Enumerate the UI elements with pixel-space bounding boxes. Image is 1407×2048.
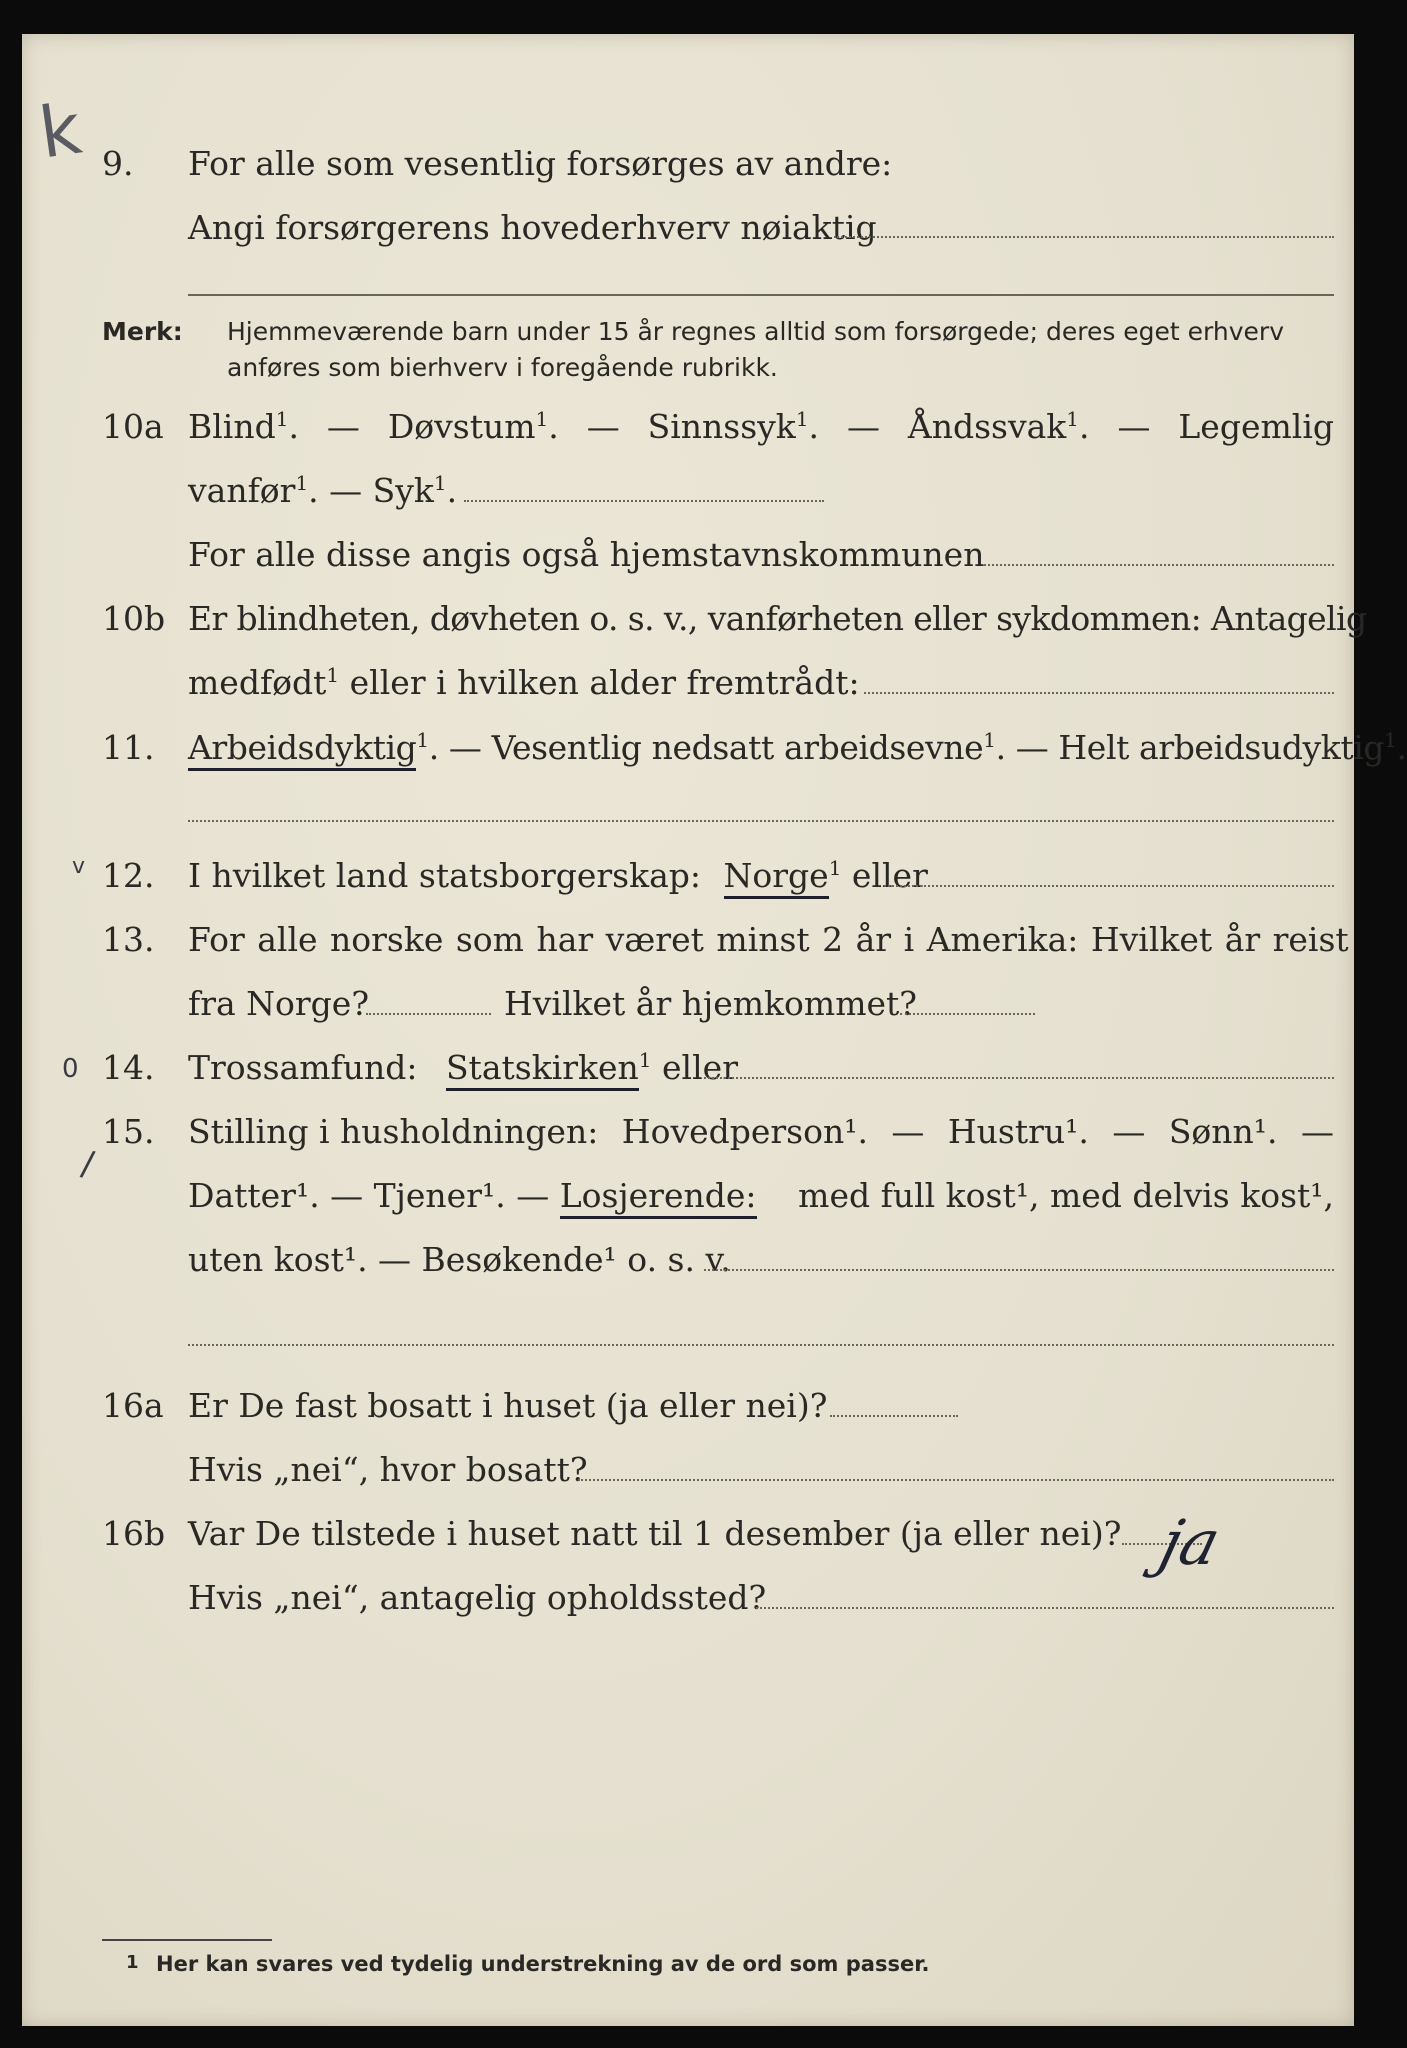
answer-line[interactable] <box>864 692 1334 694</box>
answer-line[interactable] <box>756 1607 1334 1609</box>
answer-line[interactable] <box>188 294 1334 296</box>
question-text: Hvis „nei“, antagelig opholdssted? <box>188 1578 767 1617</box>
answer-line[interactable] <box>188 1344 1334 1346</box>
margin-check-mark: 0 <box>62 1054 79 1084</box>
question-number: 14. <box>102 1048 155 1087</box>
question-number: 16b <box>102 1514 166 1553</box>
margin-check-mark: v <box>72 854 86 879</box>
answer-line-year-returned[interactable] <box>900 1013 1035 1015</box>
answer-line-year-left[interactable] <box>366 1013 491 1015</box>
option-udyktig[interactable]: . — Helt arbeidsudyktig <box>995 728 1385 767</box>
option-kost[interactable]: med full kost¹, med delvis kost¹, <box>798 1176 1334 1215</box>
answer-line[interactable] <box>830 1415 958 1417</box>
option-dovstum[interactable]: Døvstum$^1$. <box>387 407 559 446</box>
question-text: Var De tilstede i huset natt til 1 desember (ja eller nei)? <box>188 1514 1122 1553</box>
answer-line[interactable] <box>704 1269 1334 1271</box>
answer-statskirken-selected[interactable]: Statskirken <box>446 1048 639 1091</box>
question-text: I hvilket land statsborgerskap: <box>188 856 702 895</box>
answer-line[interactable] <box>704 1077 1334 1079</box>
census-form-page: k v 0 / 9. For alle som vesentlig forsørges av andre: Angi forsørgerens hovederhverv nøiaktig Merk: Hjemmeværende barn under 15 år regnes alltid som forsørgede; deres eget erhverv anføres som bierhverv i foregående rubrikk. 10a Blind$^1$. — Døvstum$^1$. — Sinnssyk$^1$. — Åndssvak$^1$. — Legemlig vanfør$^1$. — Syk$^1$. For alle disse angis også hjemstavnskommunen 10b Er blindheten, døvheten o. s. v., vanførheten eller sykdommen: Antagelig medfødt$^1$ eller i hvilken alder fremtrådt: 11. Arbeidsdyktig$^1$. — Vesentlig nedsatt arbeidsevne$^1$. — Helt arbeidsudyktig$^1$. 12. I hvilket land statsborgerskap: Norge$^1$ eller 13. For alle norske som har været minst 2 år i Amerika: Hvilket år reist fra Norge? Hvilket år hjemkommet? 14. Trossamfund: Statskirken$^1$ eller 15. Stilling i husholdningen: Hovedperson¹. — Hustru¹. — Sønn¹. — Datter¹. — Tjener¹. — Losjerende: med full kost¹, med delvis kost¹, uten kost¹. — Besøkende¹ o. s. v. 16a Er De fast bosatt i huset (ja eller nei)? Hvis „nei“, hvor bosatt? 16b Var De tilstede i huset natt til 1 desember (ja eller nei)? ja Hvis „nei“, antagelig opholdssted? 1 Her kan svares ved tydelig understrekning av de ord som passer. <box>22 34 1354 2026</box>
option-list <box>188 405 1334 449</box>
footnote-mark: 1 <box>126 1952 139 1973</box>
option-nedsatt[interactable]: . — Vesentlig nedsatt arbeidsevne <box>428 728 984 767</box>
option-blind[interactable]: Blind$^1$. <box>188 407 299 446</box>
option-hovedperson[interactable]: Hovedperson¹. <box>621 1112 868 1151</box>
option-sinnssyk[interactable]: Sinnssyk$^1$. <box>647 407 820 446</box>
answer-line[interactable] <box>578 1479 1334 1481</box>
option-sonn[interactable]: Sønn¹. <box>1168 1112 1278 1151</box>
question-text: Hvis „nei“, hvor bosatt? <box>188 1450 588 1489</box>
question-number: 16a <box>102 1386 164 1425</box>
question-number: 10b <box>102 599 166 638</box>
option-vanfor[interactable]: vanfør$^1$. <box>188 471 319 510</box>
margin-check-mark: / <box>78 1143 97 1185</box>
footnote <box>126 1952 930 1976</box>
question-text: Trossamfund: <box>188 1048 418 1087</box>
answer-line[interactable] <box>984 564 1334 566</box>
question-number: 12. <box>102 856 155 895</box>
question-text: Er De fast bosatt i huset (ja eller nei)? <box>188 1386 828 1425</box>
option-separator: — <box>586 407 620 446</box>
question-number: 15. <box>102 1112 155 1151</box>
question-number: 10a <box>102 407 164 446</box>
option-syk[interactable]: Syk$^1$. <box>372 471 458 510</box>
question-text: Stilling i husholdningen: <box>188 1112 599 1151</box>
question-text: For alle som vesentlig forsørges av andre: <box>188 144 893 183</box>
option-arbeidsdyktig-selected[interactable]: Arbeidsdyktig <box>188 728 416 771</box>
answer-line[interactable] <box>884 885 1334 887</box>
note-text: Hjemmeværende barn under 15 år regnes alltid som forsørgede; deres eget erhverv anføres som bierhverv i foregående rubrikk. <box>227 317 1284 382</box>
question-number: 9. <box>102 144 134 183</box>
note-label: Merk: <box>102 317 183 346</box>
option-hustru[interactable]: Hustru¹. <box>947 1112 1089 1151</box>
question-text: For alle disse angis også hjemstavnskommunen <box>188 535 985 574</box>
question-text: Er blindheten, døvheten o. s. v., vanførheten eller sykdommen: Antagelig <box>188 599 1367 638</box>
question-number: 11. <box>102 728 155 767</box>
option-legemlig[interactable]: Legemlig <box>1178 407 1334 446</box>
option-datter-tjener[interactable]: Datter¹. — Tjener¹. — <box>188 1176 560 1215</box>
question-text: Angi forsørgerens hovederhverv nøiaktig <box>188 208 877 247</box>
handwritten-answer-ja: ja <box>1152 1506 1228 1579</box>
footnote-divider <box>102 1939 272 1941</box>
answer-line[interactable] <box>464 500 824 502</box>
answer-line[interactable] <box>188 820 1334 822</box>
option-medfodt[interactable]: medfødt$^1$ <box>188 663 340 702</box>
margin-pencil-mark-k: k <box>34 87 87 175</box>
option-andssvak[interactable]: Åndssvak$^1$. <box>907 407 1090 446</box>
question-text: For alle norske som har været minst 2 år i Amerika: Hvilket år reist <box>188 920 1349 959</box>
question-text: fra Norge? <box>188 984 370 1023</box>
option-separator: — <box>326 407 360 446</box>
option-uten-kost-besokende[interactable]: uten kost¹. — Besøkende¹ o. s. v. <box>188 1240 731 1279</box>
option-losjerende-selected[interactable]: Losjerende: <box>560 1176 757 1219</box>
option-separator: — <box>846 407 880 446</box>
answer-norge-selected[interactable]: Norge <box>724 856 829 899</box>
answer-line[interactable] <box>834 236 1334 238</box>
footnote-text: Her kan svares ved tydelig understrekning av de ord som passer. <box>156 1952 930 1976</box>
question-number: 13. <box>102 920 155 959</box>
option-separator: — <box>1117 407 1151 446</box>
question-text: Hvilket år hjemkommet? <box>504 984 917 1023</box>
